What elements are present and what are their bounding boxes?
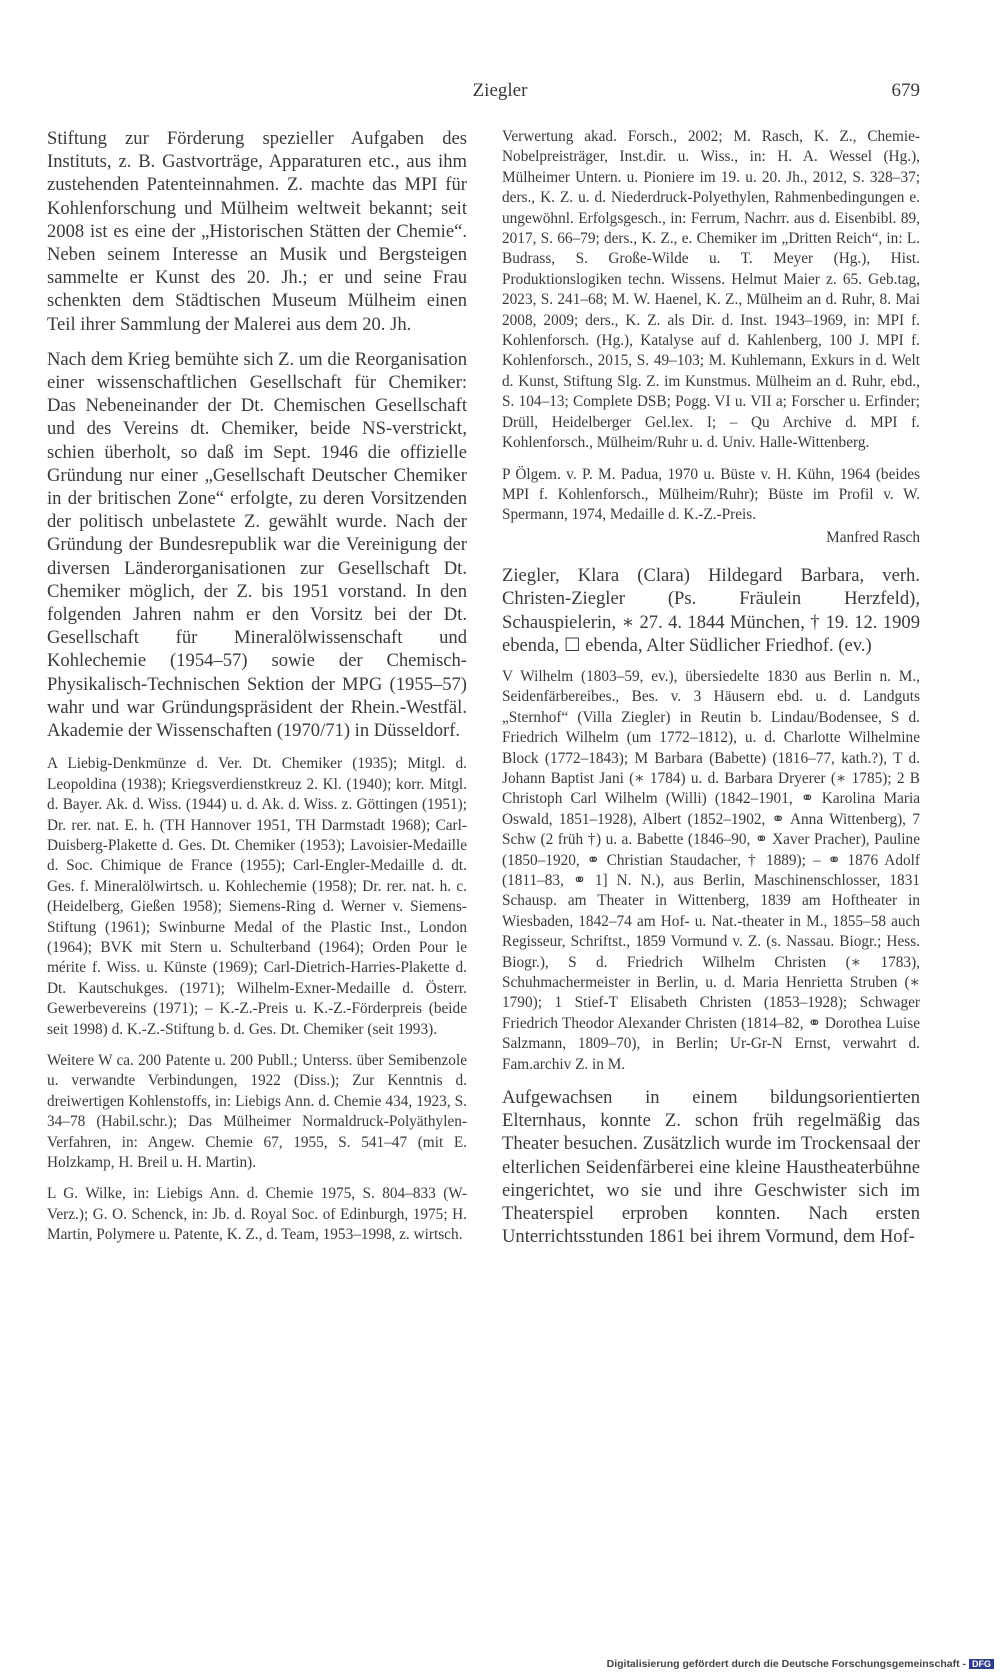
text-paragraph: Aufgewachsen in einem bildungsorientierten Elternhaus, konnte Z. schon früh regelmäßig das Theater besuchen. Zusätzlich wurde im Trockensaal der elterlichen Seidenfärberei eine kleine Haustheaterbühne eingerichtet, wo sie und ihre Geschwister sich im Theaterspiel erproben konnten. Nach ersten Unterrichtsstunden 1861 bei ihrem Vormund, dem Hof- bbox=[502, 1087, 920, 1248]
portraits-paragraph: P Ölgem. v. P. M. Padua, 1970 u. Büste v. H. Kühn, 1964 (beides MPI f. Kohlenforsch., Mülheim/Ruhr); Büste im Profil v. W. Spermann, 1974, Medaille d. K.-Z.-Preis. bbox=[502, 465, 920, 524]
left-column bbox=[47, 127, 467, 1257]
footer-text: Digitalisierung gefördert durch die Deutsche Forschungsgemeinschaft - bbox=[606, 1658, 966, 1670]
text-paragraph: Stiftung zur Förderung spezieller Aufgaben des Instituts, z. B. Gastvorträge, Apparaturen etc., aus ihm zustehenden Patenteinnahmen. Z. machte das MPI für Kohlenforschung und Mülheim weltweit bekannt; seit 2008 ist es eine der „Historischen Stätten der Chemie“. Neben seinem Interesse an Musik und Bergsteigen sammelte er Kunst des 20. Jh.; er und seine Frau schenkten dem Städtischen Museum Mülheim einen Teil ihrer Sammlung der Malerei aus dem 20. Jh. bbox=[47, 128, 467, 335]
author-signature: Manfred Rasch bbox=[826, 528, 920, 546]
literature-paragraph: L G. Wilke, in: Liebigs Ann. d. Chemie 1975, S. 804–833 (W-Verz.); G. O. Schenck, in: Jb. d. Royal Soc. of Edinburgh, 1975; H. Martin, Polymere u. Patente, K. Z., d. Team, 1953–1998, z. wirtsch. bbox=[47, 1185, 467, 1244]
right-column bbox=[502, 127, 920, 1260]
genealogy-paragraph: V Wilhelm (1803–59, ev.), übersiedelte 1830 aus Berlin n. M., Seidenfärbereibes., Bes. v. 3 Häusern ebd. u. d. Landguts „Sternhof“ (Villa Ziegler) in Reutin b. Lindau/Bodensee, S d. Friedrich Wilhelm (um 1772–1812), u. d. Charlotte Wilhelmine Block (1772–1843); M Barbara (Babette) (1816–77, kath.?), T d. Johann Baptist Jani (∗ 1784) u. d. Barbara Dryerer (∗ 1785); 2 B Christoph Carl Wilhelm (Willi) (1842–1901, ⚭ Karolina Maria Oswald, 1851–1928), Albert (1852–1902, ⚭ Anna Wittenberg), 7 Schw (2 früh †) u. a. Babette (1846–90, ⚭ Xaver Pracher), Pauline (1850–1920, ⚭ Christian Staudacher, † 1889); – ⚭ 1876 Adolf (1811–83, ⚭ 1] N. N.), aus Berlin, Maschinenschlosser, 1831 Schausp. am Theater in Wittenberg, 1839 am Hoftheater in Wiesbaden, 1842–74 am Hof- u. Nat.-theater in M., 1855–58 auch Regisseur, Schriftst., 1859 Vormund v. Z. (s. Nassau. Biogr.; Hess. Biogr.), S d. Friedrich Wilhelm Christen (∗ 1783), Schuhmachermeister in Berlin, u. d. Maria Henrietta Struben (∗ 1790); 1 Stief-T Elisabeth Christen (1853–1928); Schwager Friedrich Theodor Alexander Christen (1814–82, ⚭ Dorothea Luise Salzmann, 1809–70), in Berlin; Ur-Gr-N Ernst, verwahrt d. Fam.archiv Z. in M. bbox=[502, 667, 920, 1073]
text-paragraph: Nach dem Krieg bemühte sich Z. um die Reorganisation einer wissenschaftlichen Gesellschaft für Chemiker: Das Nebeneinander der Dt. Chemischen Gesellschaft und des Vereins dt. Chemiker, beide NS-verstrickt, schien überholt, so daß im Sept. 1946 die offizielle Gründung nur einer „Gesellschaft Deutscher Chemiker in der britischen Zone“ erfolgte, zu deren Vorsitzenden der politisch unbelastete Z. gewählt wurde. Nach der Gründung der Bundesrepublik war die Vereinigung der diversen Länderorganisationen zur Gesellschaft Dt. Chemiker möglich, der Z. bis 1951 vorstand. In den folgenden Jahren nahm er den Vorsitz bei der Dt. Gesellschaft für Mineralölwissenschaft und Kohlechemie (1954–57) sowie der Chemisch-Physikalisch-Technischen Sektion der MPG (1955–57) wahr und war Gründungspräsident der Rhein.-Westfäl. Akademie der Wissenschaften (1970/71) in Düsseldorf. bbox=[47, 348, 467, 742]
page-number: 679 bbox=[891, 80, 920, 101]
literature-paragraph: Verwertung akad. Forsch., 2002; M. Rasch, K. Z., Chemie-Nobelpreisträger, Inst.dir. u. Wiss., in: H. A. Wessel (Hg.), Mülheimer Untern. u. Pioniere im 19. u. 20. Jh., 2012, S. 328–37; ders., K. Z. u. d. Niederdruck-Polyethylen, Rahmenbedingungen e. ungewöhnl. Erfolgsgesch., in: Ferrum, Nachrr. aus d. Eisenbibl. 89, 2017, S. 66–79; ders., K. Z., e. Chemiker im „Dritten Reich“, in: L. Budrass, S. Große-Wilde u. T. Meyer (Hg.), Hist. Produktionslogiken techn. Wissens. Helmut Maier z. 65. Geb.tag, 2023, S. 241–68; M. W. Haenel, K. Z., Mülheim an d. Ruhr, 8. Mai 2008, 2009; ders., K. Z. als Dir. d. Inst. 1943–1969, in: MPI f. Kohlenforsch. (Hg.), Katalyse auf d. Kahlenberg, 100 J. MPI f. Kohlenforsch., 2015, S. 49–103; M. Kuhlemann, Exkurs in d. Welt d. Kunst, Stiftung Slg. Z. im Kunstmus. Mülheim an d. Ruhr, ebd., S. 104–13; Complete DSB; Pogg. VI u. VII a; Forscher u. Erfinder; Drüll, Heidelberger Gel.lex. I; – Qu Archive d. MPI f. Kohlenforsch., Mülheim/Ruhr u. d. Univ. Halle-Wittenberg. bbox=[502, 128, 920, 452]
dfg-logo: DFG bbox=[969, 1659, 994, 1669]
entry-heading: Ziegler, Klara (Clara) Hildegard Barbara, verh. Christen-Ziegler (Ps. Fräulein Herzfeld), Schauspielerin, ∗ 27. 4. 1844 München, † 19. 12. 1909 ebenda, ☐ ebenda, Alter Südlicher Friedhof. (ev.) bbox=[502, 565, 920, 656]
awards-paragraph: A Liebig-Denkmünze d. Ver. Dt. Chemiker (1935); Mitgl. d. Leopoldina (1938); Kriegsverdienstkreuz 2. Kl. (1940); korr. Mitgl. d. Bayer. Ak. d. Wiss. (1944) u. d. Ak. d. Wiss. z. Göttingen (1951); Dr. rer. nat. E. h. (TH Hannover 1951, TH Darmstadt 1968); Carl-Duisberg-Plakette d. Ges. Dt. Chemiker (1953); Lavoisier-Medaille d. Soc. Chimique de France (1955); Carl-Engler-Medaille d. dt. Ges. f. Mineralölwirtsch. u. Kohlechemie (1958); Dr. rer. nat. h. c. (Heidelberg, Gießen 1958); Siemens-Ring d. Werner v. Siemens-Stiftung (1961); Swinburne Medal of the Plastic Inst., London (1964); BVK mit Stern u. Schulterband (1964); Orden Pour le mérite f. Wiss. u. Künste (1969); Carl-Dietrich-Harries-Plakette d. Dt. Kautschukges. (1971); Wilhelm-Exner-Medaille d. Österr. Gewerbevereins (1971); – K.-Z.-Preis u. K.-Z.-Förderpreis (beide seit 1998) d. K.-Z.-Stiftung b. d. Ges. Dt. Chemiker (seit 1993). bbox=[47, 755, 467, 1038]
footer-credit bbox=[607, 1658, 994, 1670]
works-paragraph: Weitere W ca. 200 Patente u. 200 Publl.; Unterss. über Semibenzole u. verwandte Verbindungen, 1922 (Diss.); Zur Kenntnis d. dreiwertigen Kohlenstoffs, in: Liebigs Ann. d. Chemie 434, 1923, S. 34–78 (Habil.schr.); Das Mülheimer Normaldruck-Polyäthylen-Verfahren, in: Angew. Chemie 67, 1955, S. 541–47 (mit E. Holzkamp, H. Breil u. H. Martin). bbox=[47, 1051, 467, 1171]
running-title: Ziegler bbox=[472, 80, 528, 101]
